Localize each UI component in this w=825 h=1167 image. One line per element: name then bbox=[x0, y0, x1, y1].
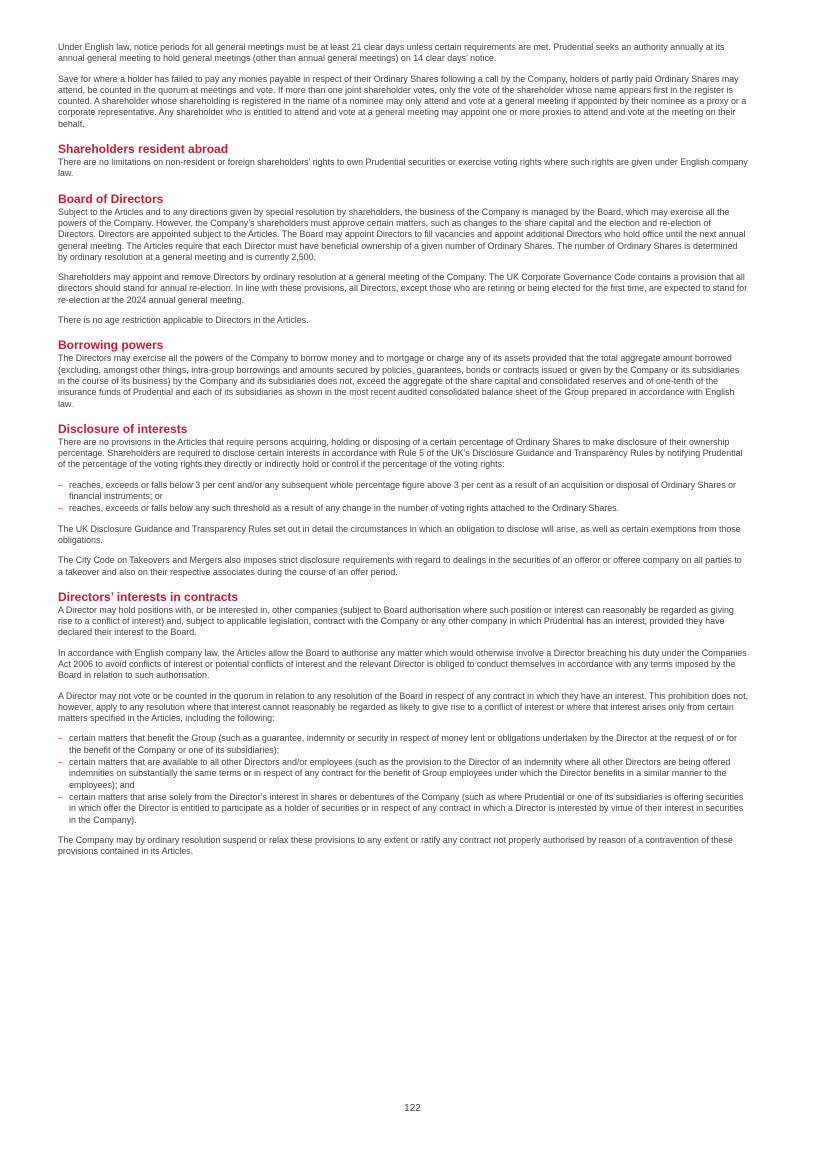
paragraph-conflict-authorisation: In accordance with English company law, the Articles allow the Board to authorise any matter which would otherwise involve a Director breaching his duty under the Companies Act 2006 to avoid conflicts of interest or potential conflicts of interest and the relevant Director is obliged to conduct themselves in accordance with any terms imposed by the Board in relation to such authorisation. bbox=[58, 647, 747, 681]
paragraph-takeover-code: The City Code on Takeovers and Mergers also imposes strict disclosure requirements with regard to dealings in the securities of an offeror or offeree company on all parties to a takeover and also on their respective associates during the course of an offer period. bbox=[58, 555, 742, 577]
paragraph-dtr-circumstances: The UK Disclosure Guidance and Transparency Rules set out in detail the circumstances in which an obligation to disclose will arise, as well as certain exemptions from those obligations. bbox=[58, 523, 741, 545]
dash-bullet-icon: – bbox=[58, 733, 63, 744]
paragraph-disclosure-requirements: There are no provisions in the Articles that require persons acquiring, holding or disposing of a certain percentage of Ordinary Shares to make disclosure of their ownership percentage. Shareholders are required to disclose certain interests in accordance with Rule 5 of the UK’s Disclosure Guidance and Transparency Rules by notifying Prudential of the percentage of the voting rights they directly or indirectly hold or control if the percentage of the voting rights: bbox=[58, 436, 743, 470]
paragraph-appoint-remove-directors: Shareholders may appoint and remove Directors by ordinary resolution at a general meeting of the Company. The UK Corporate Governance Code contains a provision that all directors should stand for annual re-election. In line with these provisions, all Directors, except those who are retiring or being elected for the first time, are expected to stand for re-election at the 2024 annual general meeting. bbox=[58, 272, 748, 305]
heading-board-of-directors: Board of Directors bbox=[58, 191, 164, 206]
document-page bbox=[58, 42, 748, 866]
list-item: – certain matters that arise solely from the Director’s interest in shares or debentures of the Company (such as where Prudential or one of its subsidiaries is offering securities in which offer the Director is entitled to participate as a holder of securities or in respect of any contract in which a Director is interested by virtue of their interest in securities in the Company). bbox=[58, 791, 744, 825]
heading-directors-interests-in-contracts: Directors’ interests in contracts bbox=[58, 589, 239, 604]
list-item: – reaches, exceeds or falls below any such threshold as a result of any change in the number of voting rights attached to the Ordinary Shares. bbox=[58, 503, 620, 514]
list-item: – reaches, exceeds or falls below 3 per cent and/or any subsequent whole percentage figure above 3 per cent as a result of an acquisition or disposal of Ordinary Shares or financial instruments; or bbox=[58, 479, 737, 502]
heading-shareholders-resident-abroad: Shareholders resident abroad bbox=[58, 142, 229, 157]
dash-bullet-icon: – bbox=[58, 757, 63, 768]
paragraph-notice-periods: Under English law, notice periods for all general meetings must be at least 21 clear days unless certain requirements are met. Prudential seeks an authority annually at its annual general meeting to hold general meetings (other than annual general meetings) on 14 clear days’ notice. bbox=[58, 42, 725, 64]
paragraph-director-positions: A Director may hold positions with, or be interested in, other companies (subject to Board authorisation where such position or interest can reasonably be regarded as giving rise to a conflict of interest) and, subject to applicable legislation, contract with the Company or any other company in which Prudential has an interest, provided they have declared their interest to the Board. bbox=[58, 604, 734, 638]
dash-bullet-icon: – bbox=[58, 791, 63, 802]
heading-disclosure-of-interests: Disclosure of interests bbox=[58, 421, 188, 436]
paragraph-voting-prohibition: A Director may not vote or be counted in the quorum in relation to any resolution of the Board in respect of any contract in which they have an interest. This prohibition does not, however, apply to any resolution where that interest cannot reasonably be regarded as likely to give rise to a conflict of interest or where that interest arises only from certain matters specified in the Articles, including the following: bbox=[58, 690, 749, 724]
paragraph-borrowing-limits: The Directors may exercise all the powers of the Company to borrow money and to mortgage or charge any of its assets provided that the total aggregate amount borrowed (excluding, amongst other things, intra-group borrowings and amounts secured by policies, guarantees, bonds or contracts issued or given by the Company or its subsidiaries in the course of its business) by the Company and its subsidiaries does not, exceed the aggregate of the share capital and consolidated reserves and of one-tenth of the insurance funds of Prudential and each of its subsidiaries as shown in the most recent audited consolidated balance sheet of the Group prepared in accordance with English law. bbox=[58, 353, 740, 409]
dash-bullet-icon: – bbox=[58, 479, 63, 490]
heading-borrowing-powers: Borrowing powers bbox=[58, 338, 164, 353]
list-item: – certain matters that are available to all other Directors and/or employees (such as the provision to the Director of an indemnity where all other Directors are being offered indemnities on substantially the same terms or in respect of any contract for the benefit of Group employees under which the Director benefits in a similar manner to the employees); and bbox=[58, 757, 731, 790]
disclosure-threshold-list bbox=[58, 480, 748, 515]
paragraph-non-resident-rights: There are no limitations on non-resident or foreign shareholders’ rights to own Prudential securities or exercise voting rights where such rights are given under English company law. bbox=[58, 157, 748, 179]
paragraph-board-management: Subject to the Articles and to any directions given by special resolution by shareholders, the business of the Company is managed by the Board, which may exercise all the powers of the Company. However, the Company’s shareholders must approve certain matters, such as changes to the share capital and the election and re-election of Directors. Directors are appointed subject to the Articles. The Board may appoint Directors to fill vacancies and appoint additional Directors who hold office until the next annual general meeting. The Articles require that each Director must have beneficial ownership of a given number of Ordinary Shares. The number of Ordinary Shares is determined by ordinary resolution at a general meeting and is currently 2,500. bbox=[58, 206, 746, 262]
dash-bullet-icon: – bbox=[58, 503, 63, 514]
exception-matters-list bbox=[58, 733, 748, 825]
list-item: – certain matters that benefit the Group (such as a guarantee, indemnity or security in respect of money lent or obligations undertaken by the Director at the request of or for the benefit of the Company or one of its subsidiaries); bbox=[58, 733, 737, 755]
paragraph-age-restriction: There is no age restriction applicable to Directors in the Articles. bbox=[58, 315, 309, 326]
paragraph-partly-paid-shares: Save for where a holder has failed to pay any monies payable in respect of their Ordinary Shares following a call by the Company, holders of partly paid Ordinary Shares may attend, be counted in the quorum at meetings and vote. If more than one joint shareholder votes, only the vote of the shareholder whose name appears first in the register is counted. A shareholder whose shareholding is registered in the name of a nominee may only attend and vote at a general meeting if appointed by their nominee as a proxy or a corporate representative. Any shareholder who is entitled to attend and vote at a general meeting may appoint one or more proxies to attend and vote at the meeting on their behalf. bbox=[58, 73, 747, 129]
paragraph-ordinary-resolution: The Company may by ordinary resolution suspend or relax these provisions to any extent or ratify any contract not properly authorised by reason of a contravention of these provisions contained in its Articles. bbox=[58, 834, 733, 857]
page-number: 122 bbox=[404, 1103, 421, 1114]
